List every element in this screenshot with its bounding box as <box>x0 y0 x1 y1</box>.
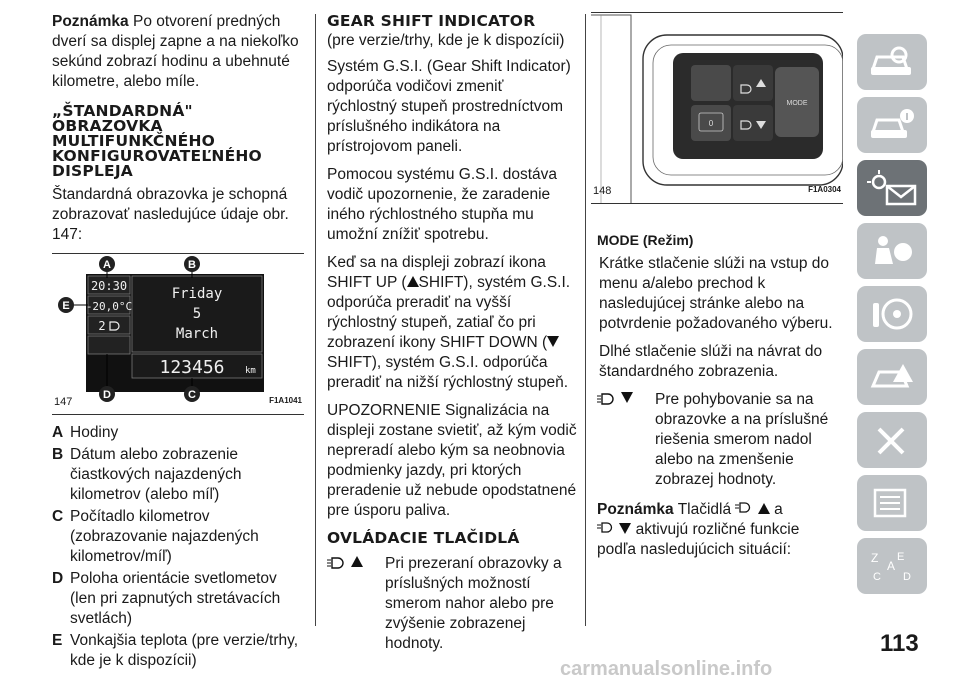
headlight-icon <box>735 501 753 514</box>
warning-lights-icon <box>867 170 917 206</box>
watermark: carmanualsonline.info <box>560 658 773 680</box>
chapter-tab-emergency[interactable] <box>857 349 927 405</box>
svg-text:B: B <box>188 259 196 271</box>
legend-item: A Hodiny <box>52 424 119 441</box>
display-day: Friday <box>171 286 223 302</box>
car-breakdown-icon <box>869 360 915 394</box>
display-odometer: 123456 <box>159 357 225 378</box>
chapter-tab-safety[interactable] <box>857 223 927 279</box>
mode-long-press-text: Dlhé stlačenie slúži na návrat do štandardného zobrazenia. <box>599 343 823 380</box>
figure-code: F1A1041 <box>269 396 302 405</box>
svg-text:D: D <box>903 571 911 583</box>
svg-text:E: E <box>897 551 905 563</box>
down-button-text: Pre pohybovanie sa na obrazovke a na príslušné riešenia smerom nadol alebo na zmenšenie zobrazej hodnoty. <box>655 391 829 488</box>
gsi-shift-paragraph: Keď sa na displeji zobrazí ikona SHIFT UP ( SHIFT), systém G.S.I. odporúča preradiť na vyšší rýchlostný stupeň, zatiaľ čo pri zobrazení ikony SHIFT DOWN (SHIFT), systém G.S.I. odporúča preradiť na nižší rýchlostný stupeň. <box>327 254 571 391</box>
svg-text:0: 0 <box>708 119 714 128</box>
svg-text:A: A <box>103 259 111 271</box>
column-2 <box>327 0 577 654</box>
legend-item: B Dátum alebo zobrazenie čiastkových najazdených kilometrov (alebo míľ) <box>52 446 242 503</box>
chapter-tab-car-info[interactable] <box>857 97 927 153</box>
note-label: Poznámka <box>52 13 129 30</box>
display-date: 5 <box>192 306 202 322</box>
car-info-icon <box>869 108 915 142</box>
down-arrow-icon <box>619 523 631 534</box>
index-letters-icon <box>867 548 917 584</box>
down-arrow-icon <box>621 392 633 403</box>
airbag-seat-icon <box>869 234 915 268</box>
down-button-description <box>597 390 842 490</box>
shift-down-icon <box>547 336 559 347</box>
buttons-note: Poznámka Tlačidlá a aktivujú rozličné funkcie podľa nasledujúcich situácií: <box>597 501 800 558</box>
shift-up-icon <box>407 276 419 287</box>
gsi-paragraph: Pomocou systému G.S.I. dostáva vodič upozornenie, že zaradenie iného rýchlostného stupňa mu umožní znížiť spotrebu. <box>327 166 558 243</box>
chapter-sidebar <box>857 34 927 601</box>
mode-short-press-text: Krátke stlačenie slúži na vstup do menu a/alebo prechod k nasledujúcej stránke alebo na potvrdenie požadovaného výberu. <box>599 255 833 332</box>
figure-148 <box>591 12 843 204</box>
column-divider <box>585 14 586 626</box>
gsi-paragraph: Systém G.S.I. (Gear Shift Indicator) odporúča vodičovi zmeniť rýchlostný stupeň prostredníctvom príslušného indikátora na prístrojovom paneli. <box>327 58 571 155</box>
display-unit: km <box>245 366 256 376</box>
up-arrow-icon <box>351 556 363 567</box>
svg-text:Z: Z <box>871 551 879 565</box>
chapter-tab-maintenance[interactable] <box>857 412 927 468</box>
figure-147 <box>52 253 304 415</box>
note-paragraph <box>52 12 304 92</box>
legend-item: D Poloha orientácie svetlometov (len pri zapnutých stretávacích svetlách) <box>52 570 281 627</box>
note-text: Po otvorení predných dverí sa displej zapne a na niekoľko sekúnd zobrazí hodinu a ubehnuté kilometre, alebo míle. <box>52 13 299 90</box>
column-1 <box>52 0 304 673</box>
car-search-icon <box>869 45 915 79</box>
svg-text:E: E <box>62 300 70 312</box>
gsi-subheading: (pre verzie/trhy, kde je k dispozícii) <box>327 32 565 49</box>
headlight-icon <box>597 392 617 406</box>
chapter-tab-index[interactable] <box>857 538 927 594</box>
figure-code: F1A0304 <box>808 185 841 194</box>
display-illustration <box>52 254 304 414</box>
section-heading-display: „ŠTANDARDNÁ" OBRAZOVKA MULTIFUNKČNÉHO KONFIGUROVATEĽNÉHO DISPLEJA <box>52 102 262 180</box>
headlight-icon <box>597 521 615 534</box>
dashboard-buttons-illustration <box>591 13 843 203</box>
up-button-text: Pri prezeraní obrazovky a príslušných možností smerom nahor alebo pre zvýšenie zobrazenej hodnoty. <box>385 555 562 652</box>
legend-item: E Vonkajšia teplota (pre verzie/trhy, kde je k dispozícii) <box>52 632 299 669</box>
mode-button-label: MODE <box>786 100 808 107</box>
intro-text: Štandardná obrazovka je schopná zobrazovať nasledujúce údaje obr. 147: <box>52 186 289 243</box>
up-arrow-icon <box>758 503 770 514</box>
chapter-tab-driving[interactable] <box>857 286 927 342</box>
display-time: 20:30 <box>90 279 128 293</box>
buttons-heading: OVLÁDACIE TLAČIDLÁ <box>327 529 520 547</box>
chapter-tab-technical-data[interactable] <box>857 475 927 531</box>
svg-text:C: C <box>873 571 881 583</box>
gsi-heading: GEAR SHIFT INDICATOR <box>327 12 536 30</box>
svg-text:C: C <box>188 389 196 401</box>
specs-list-icon <box>869 486 915 520</box>
page-number: 113 <box>880 630 919 657</box>
legend-item: C Počítadlo kilometrov (zobrazovanie najazdených kilometrov/míľ) <box>52 508 259 565</box>
display-temperature: -20,0°C <box>85 300 133 313</box>
column-3 <box>593 0 842 568</box>
svg-text:A: A <box>887 559 896 573</box>
warning-paragraph: UPOZORNENIE Signalizácia na displeji zostane svietiť, až kým vodič nepreradí alebo kým sa neobnovia podmienky jazdy, pri ktorých preradenie už nebude opodstatnené pre úsporu paliva. <box>327 402 577 519</box>
svg-text:D: D <box>103 389 111 401</box>
legend-list <box>52 423 304 671</box>
steering-wheel-icon <box>869 297 915 331</box>
chapter-tab-car-search[interactable] <box>857 34 927 90</box>
column-divider <box>315 14 316 626</box>
figure-number: 148 <box>593 185 612 197</box>
up-button-description <box>327 554 577 654</box>
chapter-tab-warning-lights[interactable] <box>857 160 927 216</box>
headlight-icon <box>327 556 347 570</box>
display-headlight-level: 2 <box>98 319 106 333</box>
tools-icon <box>869 423 915 457</box>
figure-number: 147 <box>54 396 73 408</box>
mode-heading: MODE (Režim) <box>597 232 694 248</box>
display-month: March <box>175 326 219 342</box>
